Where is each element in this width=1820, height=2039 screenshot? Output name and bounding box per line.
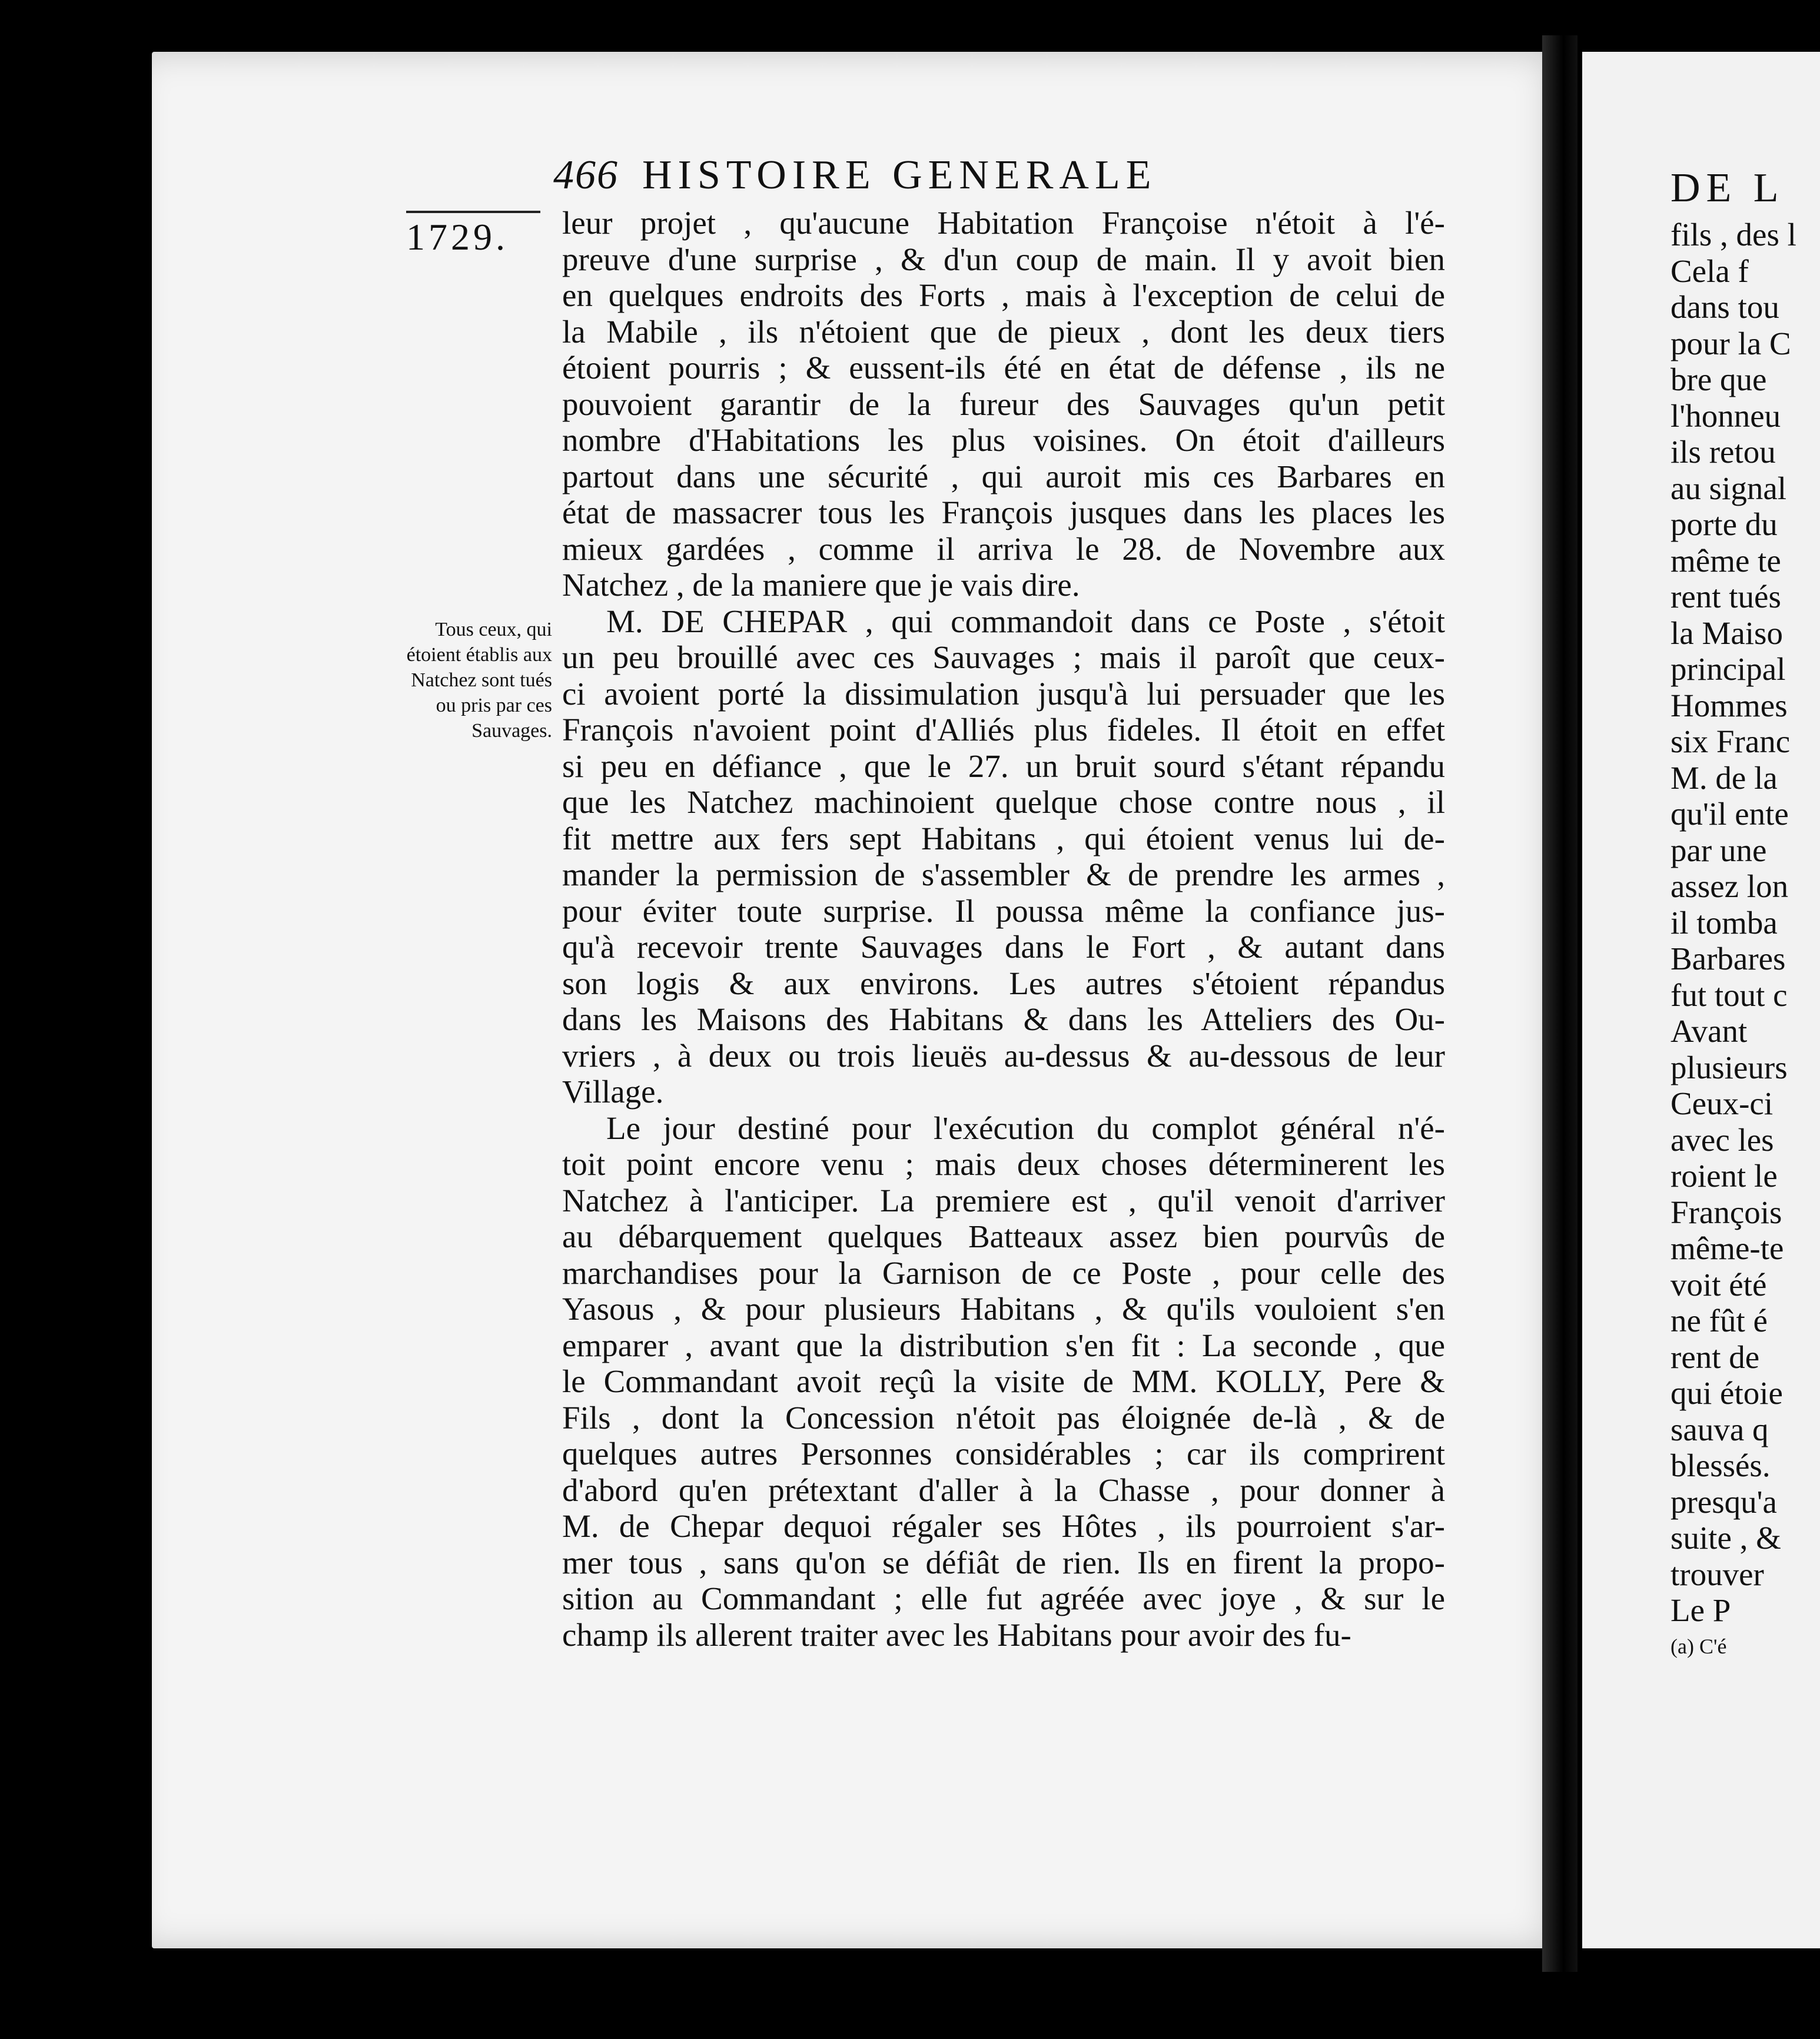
text-line: pour éviter toute surprise. Il poussa même la confiance jus- [562, 892, 1445, 929]
book-gutter [1542, 35, 1577, 1972]
body-text-right [1670, 217, 1820, 1665]
text-line: M. de la [1670, 759, 1778, 796]
text-line: la Mabile , ils n'étoient que de pieux , dont les deux tiers [562, 313, 1445, 350]
text-line: blessés. [1670, 1447, 1771, 1483]
text-line: Le P [1670, 1592, 1731, 1628]
text-line: porte du [1670, 506, 1778, 542]
right-page-text [1670, 165, 1820, 1665]
margin-year: 1729. [406, 216, 509, 258]
text-line: trouver [1670, 1556, 1764, 1592]
text-line: ne fût é [1670, 1303, 1768, 1339]
text-line: un peu brouillé avec ces Sauvages ; mais il paroît que ceux- [562, 639, 1445, 675]
text-line: partout dans une sécurité , qui auroit mis ces Barbares en [562, 458, 1445, 494]
text-line: Natchez , de la maniere que je vais dire. [562, 567, 1080, 603]
text-line: en quelques endroits des Forts , mais à l'exception de celui de [562, 277, 1445, 313]
text-line: il tomba [1670, 904, 1778, 941]
text-line: le Commandant avoit reçû la visite de MM. KOLLY, Pere & [562, 1363, 1445, 1399]
text-line: emparer , avant que la distribution s'en fit : La seconde , que [562, 1327, 1445, 1363]
text-line: état de massacrer tous les François jusques dans les places les [562, 494, 1445, 530]
text-line: mieux gardées , comme il arriva le 28. de Novembre aux [562, 530, 1445, 567]
running-head-right: DE L [1670, 165, 1785, 211]
year-rule [406, 211, 540, 213]
page-number: 466 [553, 152, 619, 198]
text-line: l'honneu [1670, 397, 1781, 434]
text-line: François [1670, 1194, 1782, 1230]
text-line: son logis & aux environs. Les autres s'étoient répandus [562, 965, 1445, 1001]
text-line: Le jour destiné pour l'exécution du complot général n'é- [606, 1110, 1445, 1146]
text-line: Ceux-ci [1670, 1085, 1773, 1121]
text-line: Fils , dont la Concession n'étoit pas éloignée de-là , & de [562, 1399, 1445, 1436]
text-line: par une [1670, 832, 1767, 868]
text-line: M. de Chepar dequoi régaler ses Hôtes , ils pourroient s'ar- [562, 1508, 1445, 1544]
text-line: d'abord qu'en prétextant d'aller à la Chasse , pour donner à [562, 1472, 1445, 1508]
text-line: au débarquement quelques Batteaux assez bien pourvûs de [562, 1218, 1445, 1254]
text-line: qu'à recevoir trente Sauvages dans le Fort , & autant dans [562, 929, 1445, 965]
marginal-note: Tous ceux, qui étoient établis aux Natchez sont tués ou pris par ces Sauvages. [406, 619, 552, 742]
text-line: quelques autres Personnes considérables ; car ils comprirent [562, 1436, 1445, 1472]
text-line: au signal [1670, 470, 1787, 506]
running-head-title: HISTOIRE GENERALE [642, 152, 1157, 198]
text-line: assez lon [1670, 868, 1789, 904]
text-line: suite , & [1670, 1520, 1781, 1556]
text-line: roient le [1670, 1158, 1778, 1194]
text-line: voit été [1670, 1266, 1767, 1303]
text-line: dans tou [1670, 289, 1779, 325]
text-line: rent tués [1670, 579, 1781, 615]
text-line: étoient pourris ; & eussent-ils été en état de défense , ils ne [562, 350, 1445, 386]
text-line: la Maiso [1670, 615, 1783, 651]
text-line: Village. [562, 1074, 664, 1110]
text-line: fut tout c [1670, 977, 1788, 1013]
text-line: mer tous , sans qu'on se défiât de rien. Ils en firent la propo- [562, 1544, 1445, 1580]
text-line: plusieurs [1670, 1049, 1788, 1085]
text-line: qu'il ente [1670, 796, 1789, 832]
text-line: avec les [1670, 1121, 1774, 1158]
text-line: M. DE CHEPAR , qui commandoit dans ce Poste , s'étoit [606, 603, 1445, 639]
text-line: vriers , à deux ou trois lieuës au-dessus & au-dessous de leur [562, 1037, 1445, 1074]
text-line: marchandises pour la Garnison de ce Poste , pour celle des [562, 1254, 1445, 1291]
text-line: dans les Maisons des Habitans & dans les Atteliers des Ou- [562, 1001, 1445, 1037]
text-line: toit point encore venu ; mais deux choses déterminerent les [562, 1146, 1445, 1182]
text-line: Yasous , & pour plusieurs Habitans , & qu'ils vouloient s'en [562, 1291, 1445, 1327]
text-line: (a) C'é [1670, 1634, 1727, 1658]
text-line: six Franc [1670, 723, 1791, 759]
text-line: que les Natchez machinoient quelque chose contre nous , il [562, 784, 1445, 820]
text-line: ils retou [1670, 434, 1776, 470]
text-line: sauva q [1670, 1411, 1769, 1447]
text-line: si peu en défiance , que le 27. un bruit sourd s'étant répandu [562, 748, 1445, 784]
text-line: principal [1670, 651, 1786, 687]
text-line: sition au Commandant ; elle fut agréée avec joye , & sur le [562, 1580, 1445, 1616]
text-line: fils , des l [1670, 217, 1796, 253]
text-line: Natchez à l'anticiper. La premiere est , qu'il venoit d'arriver [562, 1182, 1445, 1218]
text-line: presqu'a [1670, 1483, 1777, 1520]
text-line: fit mettre aux fers sept Habitans , qui étoient venus lui de- [562, 820, 1445, 856]
text-line: rent de [1670, 1339, 1760, 1375]
text-line: même te [1670, 542, 1781, 579]
text-line: bre que [1670, 361, 1767, 397]
text-line: Hommes [1670, 687, 1788, 723]
text-line: leur projet , qu'aucune Habitation Françoise n'étoit à l'é- [562, 205, 1445, 241]
text-line: même-te [1670, 1230, 1784, 1266]
text-line: ci avoient porté la dissimulation jusqu'à lui persuader que les [562, 675, 1445, 712]
text-line: François n'avoient point d'Alliés plus fideles. Il étoit en effet [562, 712, 1445, 748]
text-line: preuve d'une surprise , & d'un coup de main. Il y avoit bien [562, 241, 1445, 277]
text-line: qui étoie [1670, 1375, 1783, 1411]
body-text-left [562, 205, 1445, 1653]
running-head-left [553, 152, 1157, 199]
text-line: Avant [1670, 1013, 1748, 1049]
text-line: pour la C [1670, 325, 1791, 361]
text-line: nombre d'Habitations les plus voisines. On étoit d'ailleurs [562, 422, 1445, 458]
text-line: champ ils allerent traiter avec les Habitans pour avoir des fu- [562, 1616, 1351, 1653]
text-line: Cela f [1670, 253, 1749, 289]
text-line: pouvoient garantir de la fureur des Sauvages qu'un petit [562, 386, 1445, 422]
text-line: Barbares [1670, 941, 1786, 977]
text-line: mander la permission de s'assembler & de prendre les armes , [562, 856, 1445, 892]
